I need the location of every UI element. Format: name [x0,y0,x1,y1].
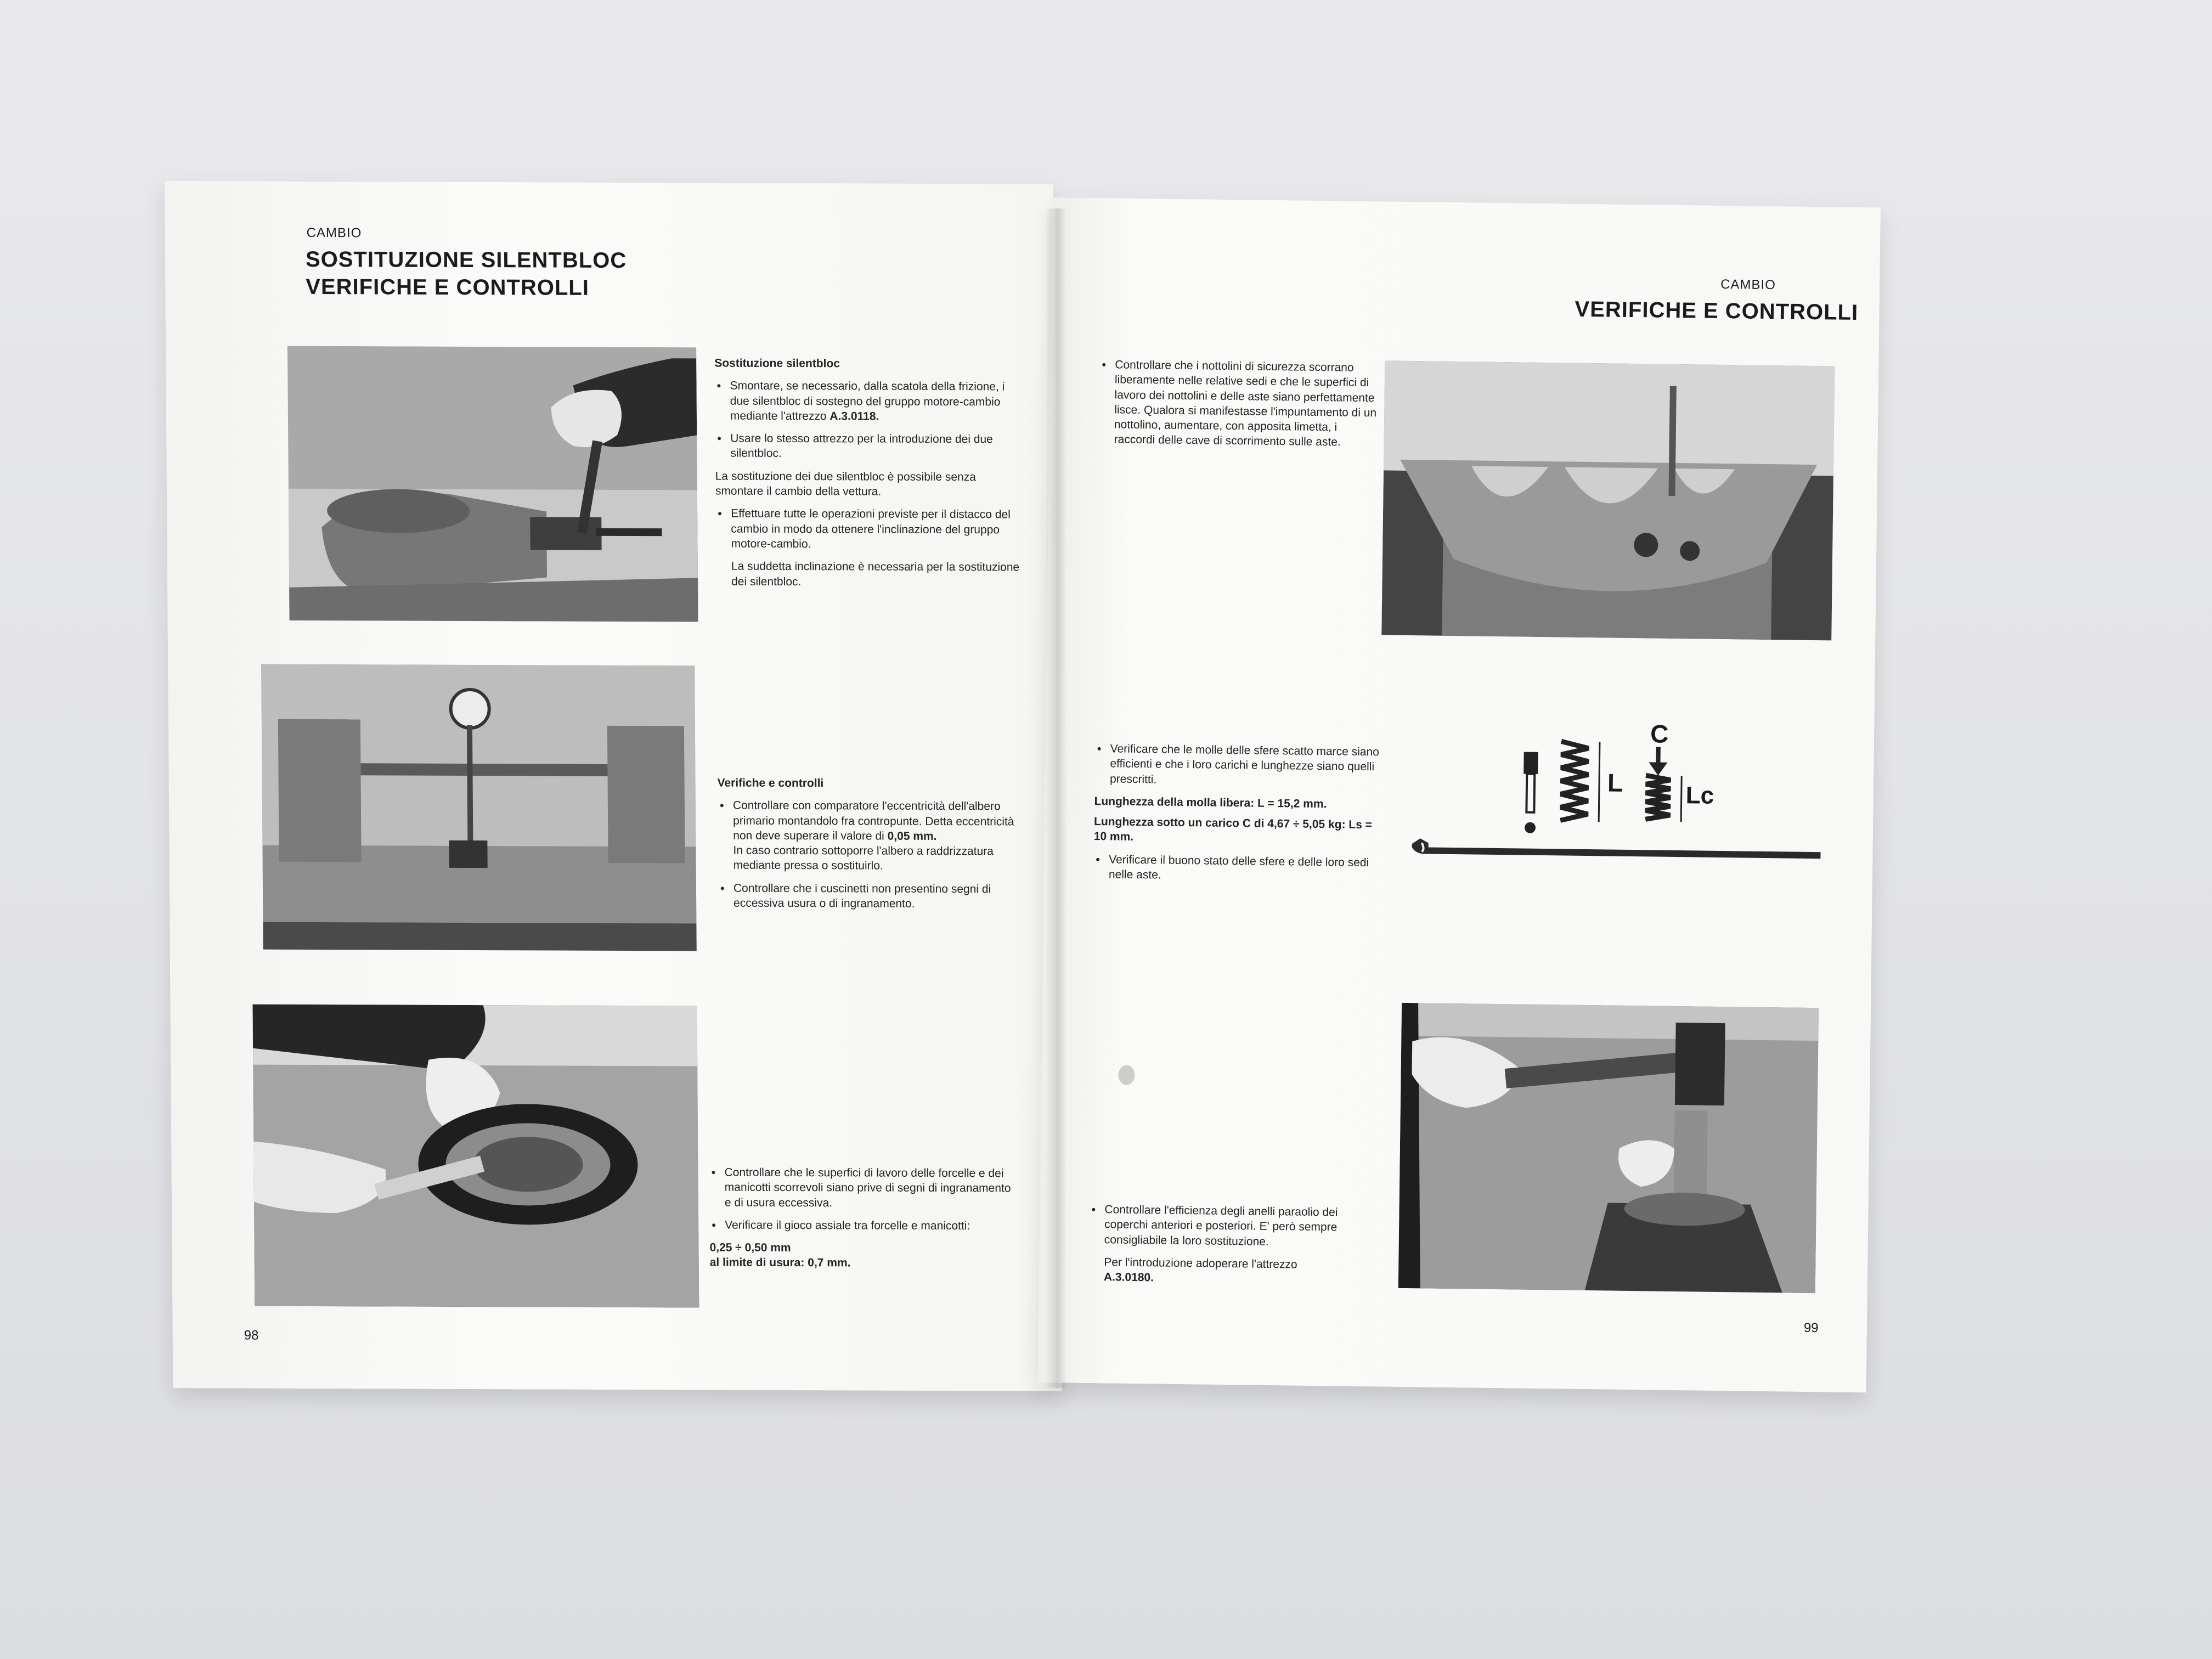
tool-code-a30180: A.3.0180. [1103,1271,1154,1284]
load-label: C [1650,719,1669,748]
silentbloc-bullet-3: • Effettuare tutte le operazioni previste per il distacco del cambio in modo da ottenere l'inclinazione del gruppo motore-cambio. [715,506,1023,552]
left-page [165,181,1062,1391]
forcelle-bullet-1: • Controllare che le superfici di lavoro delle forcelle e dei manicotti scorrevoli siano prive di segni di ingranamento e di usura eccessiva. [709,1165,1017,1211]
free-length-spec: Lunghezza della molla libera: L = 15,2 mm. [1094,794,1327,811]
selector-rod-icon [1412,838,1820,859]
forcelle-text-block [709,1165,1017,1272]
nottolini-text-block [1098,357,1379,458]
spring-diagram [1400,718,1830,910]
free-spring-icon [1560,741,1623,822]
paraolio-paragraph [1088,1255,1374,1288]
molle-bullet-1: • Verificare che le molle delle sfere scatto marce siano efficienti e che i loro carichi e lunghezze siano quelli prescritti. [1094,741,1380,789]
left-page-title-line2: VERIFICHE E CONTROLLI [306,274,590,300]
bearing-hands-photo [252,1005,699,1308]
comparator-shaft-photo [261,664,697,951]
paraolio-paragraph-text: Per l'introduzione adoperare l'attrezzo [1104,1256,1297,1271]
booklet-spine [1045,208,1067,1388]
silentbloc-paragraph-1: La sostituzione dei due silentbloc è possibile senza smontare il cambio della vettura. [715,470,976,498]
free-length-label: L [1607,768,1623,797]
right-page-title: VERIFICHE E CONTROLLI [1575,297,1859,325]
right-page-number: 99 [1803,1320,1819,1336]
silentbloc-heading: Sostituzione silentbloc [714,357,840,370]
silentbloc-paragraph-2: La suddetta inclinazione è necessaria per la sostituzione dei silentbloc. [731,560,1020,588]
verifiche-bullet-2: • Controllare che i cuscinetti non presentino segni di eccessiva usura o di ingranamento. [718,881,1025,912]
silentbloc-text-block [714,356,1023,598]
paraolio-text-block [1088,1202,1375,1296]
oil-seal-install-photo [1398,1003,1819,1293]
verifiche-bullet-1-text: Controllare con comparatore l'eccentricità dell'albero primario montandolo fra contropunte. Detta eccentricità non deve superare il valore di [732,799,1014,843]
verifiche-text-block [718,776,1026,919]
gearbox-case-photo [1381,360,1835,640]
tool-code-a30118: A.3.0118. [830,410,879,423]
molle-bullet-2: • Verificare il buono stato delle sfere e delle loro sedi nelle aste. [1093,852,1379,885]
loaded-length-spec: Lunghezza sotto un carico C di 4,67 ÷ 5,05 kg: Ls = 10 mm. [1093,815,1373,844]
silentbloc-bullet-1 [714,379,1022,425]
eccentricity-value: 0,05 mm. [887,830,937,843]
forcelle-bullet-2: • Verificare il gioco assiale tra forcelle e manicotti: [709,1217,1017,1233]
verifiche-bullet-1 [718,798,1025,874]
compressed-length-label: Lc [1685,782,1714,809]
left-page-number: 98 [244,1328,259,1343]
paper-stain [1118,1065,1135,1085]
wear-limit-value: al limite di usura: 0,7 mm. [709,1256,851,1269]
verifiche-bullet-1-continuation: In caso contrario sottoporre l'albero a raddrizzatura mediante pressa o sostituirlo. [733,844,994,873]
verifiche-heading: Verifiche e controlli [717,776,824,790]
silentbloc-tool-photo [287,346,698,622]
detent-plunger-icon [1523,752,1538,833]
right-page [1038,198,1881,1392]
compressed-spring-icon [1645,719,1715,822]
silentbloc-bullet-2: • Usare lo stesso attrezzo per la introduzione dei due silentbloc. [715,431,1022,462]
silentbloc-bullet-1-text: Smontare, se necessario, dalla scatola della frizione, i due silentbloc di sostegno del gruppo motore-cambio mediante l'attrezzo [730,379,1005,423]
right-section-tag: CAMBIO [1720,276,1776,293]
paraolio-bullet-1: • Controllare l'efficienza degli anelli paraolio dei coperchi anteriori e posteriori. E' però sempre consigliabile la loro sostituzione. [1089,1202,1375,1250]
nottolini-bullet-1: • Controllare che i nottolini di sicurezza scorrano liberamente nelle relative sedi e che le superfici di lavoro dei nottolini e delle aste siano perfettamente lisce. Qualora si manifestasse l'impuntamento di un nottolino, aumentare, con apposita limetta, i raccordi delle cave di scorrimento sulle aste. [1098,357,1379,450]
axial-play-value: 0,25 ÷ 0,50 mm [709,1241,791,1255]
left-section-tag: CAMBIO [306,225,362,241]
molle-text-block [1093,741,1380,893]
left-page-title-line1: SOSTITUZIONE SILENTBLOC [305,247,627,273]
